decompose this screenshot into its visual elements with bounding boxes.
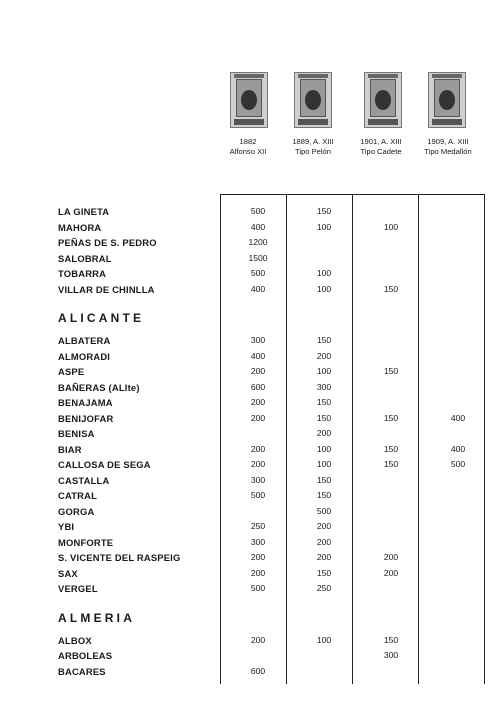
section-title: ALMERIA xyxy=(58,610,136,625)
price-cell: 1200 xyxy=(248,237,268,247)
town-name: GORGA xyxy=(58,505,95,517)
table-row xyxy=(0,519,500,534)
table-row xyxy=(0,235,500,250)
price-cell: 150 xyxy=(316,206,332,216)
price-cell: 100 xyxy=(316,268,332,278)
price-cell: 300 xyxy=(383,650,399,660)
stamp-year: 1889, A. XIII xyxy=(292,137,334,146)
table-row xyxy=(0,333,500,348)
price-cell: 150 xyxy=(383,634,399,645)
stamp-type: Tipo Cadete xyxy=(360,147,402,156)
table-row xyxy=(0,395,500,410)
price-cell: 150 xyxy=(316,397,332,407)
town-name: CASTALLA xyxy=(58,474,110,486)
price-cell: 200 xyxy=(316,536,332,547)
price-cell: 1500 xyxy=(248,252,268,263)
town-name: BIAR xyxy=(58,443,82,455)
town-name: PEÑAS DE S. PEDRO xyxy=(58,237,157,248)
stamp-type: Alfonso XII xyxy=(229,147,267,156)
table-row xyxy=(0,442,500,457)
table-row xyxy=(0,282,500,297)
table-row xyxy=(0,426,500,441)
price-cell: 200 xyxy=(250,397,266,407)
price-cell: 200 xyxy=(250,634,266,645)
price-cell: 200 xyxy=(250,552,266,562)
town-name: S. VICENTE DEL RASPEIG xyxy=(58,552,181,563)
table-row xyxy=(0,380,500,395)
price-cell: 150 xyxy=(316,335,332,345)
price-cell: 400 xyxy=(250,221,266,232)
town-name: ALMORADI xyxy=(58,350,111,362)
price-cell: 200 xyxy=(383,567,399,578)
price-cell: 250 xyxy=(316,583,332,593)
price-cell: 400 xyxy=(450,443,466,454)
table-row xyxy=(0,566,500,581)
table-row xyxy=(0,664,500,679)
table-top-rule xyxy=(220,194,484,195)
price-cell: 150 xyxy=(316,490,332,500)
table-row xyxy=(0,457,500,472)
stamp-type: Tipo Medallón xyxy=(424,147,472,156)
table-row xyxy=(0,581,500,596)
town-name: CATRAL xyxy=(58,490,98,501)
price-cell: 150 xyxy=(316,567,332,578)
price-cell: 150 xyxy=(383,366,399,376)
stamp-caption xyxy=(346,137,416,157)
table-row xyxy=(0,648,500,663)
price-cell: 200 xyxy=(316,552,332,562)
price-cell: 100 xyxy=(316,459,332,469)
town-name: VERGEL xyxy=(58,583,98,594)
stamp-year: 1901, A. XIII xyxy=(360,137,402,146)
table-row xyxy=(0,550,500,565)
price-cell: 100 xyxy=(316,283,332,294)
town-name: MONFORTE xyxy=(58,536,114,548)
price-cell: 500 xyxy=(450,459,466,469)
table-row xyxy=(0,504,500,519)
stamp-type: Tipo Pelón xyxy=(294,147,332,156)
stamp-tipo-cadete-icon xyxy=(364,72,402,128)
price-cell: 200 xyxy=(250,459,266,469)
price-cell: 200 xyxy=(250,443,266,454)
table-row xyxy=(0,204,500,219)
price-cell: 400 xyxy=(250,350,266,361)
price-cell: 150 xyxy=(383,283,399,294)
price-cell: 100 xyxy=(316,443,332,454)
town-name: BENISA xyxy=(58,428,95,439)
town-name: LA GINETA xyxy=(58,206,110,217)
price-cell: 500 xyxy=(316,505,332,516)
stamp-caption xyxy=(278,137,348,157)
price-cell: 300 xyxy=(250,536,266,547)
town-name: SAX xyxy=(58,567,78,579)
town-name: BENIJOFAR xyxy=(58,412,114,424)
table-row xyxy=(0,488,500,503)
town-name: ALBATERA xyxy=(58,335,111,346)
price-cell: 150 xyxy=(316,412,332,423)
price-cell: 300 xyxy=(250,474,266,485)
table-row xyxy=(0,411,500,426)
table-row xyxy=(0,633,500,648)
price-cell: 500 xyxy=(250,583,266,593)
price-cell: 600 xyxy=(250,381,266,392)
price-cell: 100 xyxy=(316,634,332,645)
price-cell: 500 xyxy=(250,206,266,216)
price-cell: 500 xyxy=(250,268,266,278)
table-row xyxy=(0,473,500,488)
town-name: ASPE xyxy=(58,366,85,377)
price-cell: 100 xyxy=(383,221,399,232)
table-row xyxy=(0,535,500,550)
price-cell: 150 xyxy=(383,459,399,469)
stamp-tipo-medallon-icon xyxy=(428,72,466,128)
price-cell: 600 xyxy=(250,665,266,676)
town-name: BENAJAMA xyxy=(58,397,113,408)
price-cell: 100 xyxy=(316,366,332,376)
table-row xyxy=(0,364,500,379)
price-cell: 100 xyxy=(316,221,332,232)
price-cell: 200 xyxy=(250,567,266,578)
stamp-year: 1909, A. XIII xyxy=(427,137,469,146)
town-name: SALOBRAL xyxy=(58,252,112,264)
price-cell: 250 xyxy=(250,521,266,531)
price-cell: 200 xyxy=(383,552,399,562)
stamp-year: 1882 xyxy=(239,137,257,146)
price-cell: 400 xyxy=(450,412,466,423)
stamp-tipo-pelon-icon xyxy=(294,72,332,128)
town-name: CALLOSA DE SEGA xyxy=(58,459,151,470)
table-row xyxy=(0,349,500,364)
price-cell: 200 xyxy=(316,350,332,361)
town-name: ARBOLEAS xyxy=(58,650,113,661)
price-cell: 200 xyxy=(250,412,266,423)
price-cell: 150 xyxy=(316,474,332,485)
table-row xyxy=(0,266,500,281)
price-cell: 300 xyxy=(250,335,266,345)
price-cell: 200 xyxy=(316,428,332,438)
town-name: BACARES xyxy=(58,665,106,677)
section-title: ALICANTE xyxy=(58,311,145,325)
table-row xyxy=(0,220,500,235)
town-name: BAÑERAS (ALIte) xyxy=(58,381,140,393)
price-cell: 300 xyxy=(316,381,332,392)
table-row xyxy=(0,251,500,266)
price-cell: 400 xyxy=(250,283,266,294)
stamp-caption xyxy=(213,137,283,157)
town-name: VILLAR DE CHINLLA xyxy=(58,283,155,295)
town-name: ALBOX xyxy=(58,634,92,646)
price-cell: 150 xyxy=(383,412,399,423)
stamp-caption xyxy=(413,137,483,157)
stamp-alfonso-xii-icon xyxy=(230,72,268,128)
price-cell: 200 xyxy=(316,521,332,531)
price-cell: 150 xyxy=(383,443,399,454)
town-name: TOBARRA xyxy=(58,268,107,279)
price-cell: 200 xyxy=(250,366,266,376)
price-cell: 500 xyxy=(250,490,266,500)
town-name: YBI xyxy=(58,521,75,532)
town-name: MAHORA xyxy=(58,221,102,233)
